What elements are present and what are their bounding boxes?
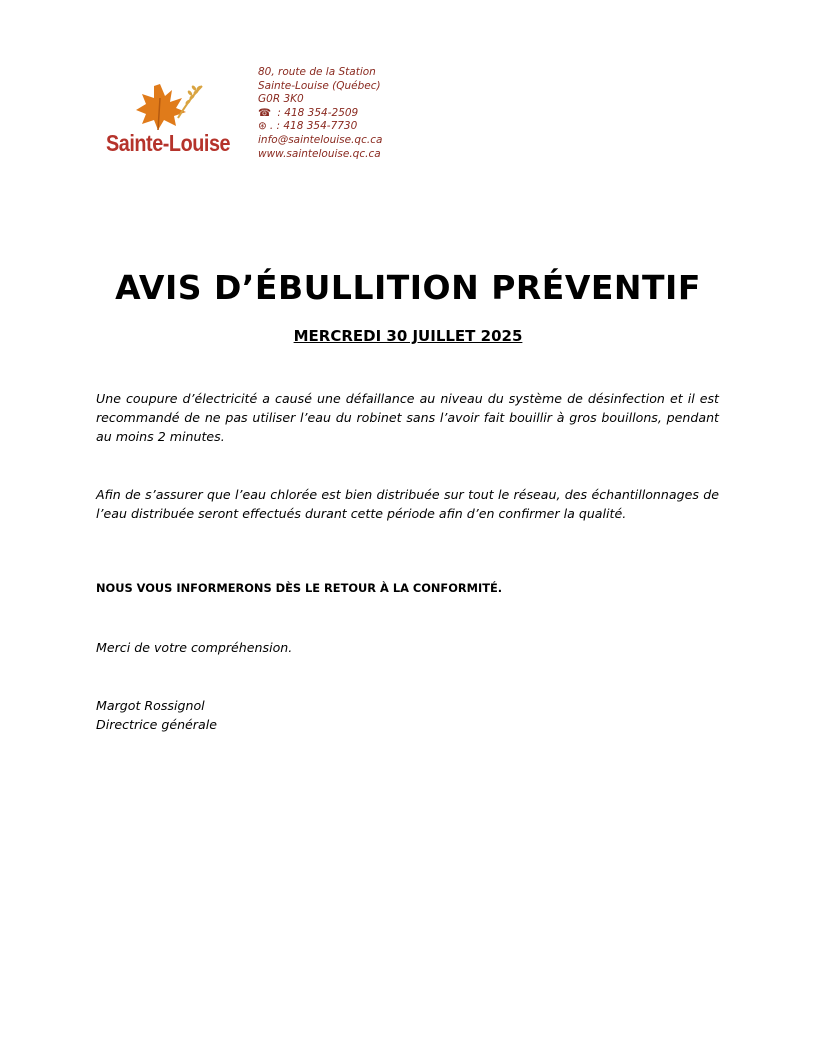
fax-number: . : 418 354-7730 (269, 120, 358, 133)
phone-icon: ☎ (258, 106, 272, 119)
website-link[interactable]: www.saintelouise.qc.ca (258, 147, 381, 160)
email-link[interactable]: info@saintelouise.qc.ca (258, 133, 383, 146)
address-line-2: Sainte-Louise (Québec) (258, 79, 381, 92)
phone-number: : 418 354-2509 (274, 106, 359, 119)
phone-line (258, 107, 382, 121)
signatory-title: Directrice générale (96, 717, 217, 732)
fax-icon: ⊛ (258, 120, 267, 133)
logo-text: Sainte-Louise (106, 130, 231, 156)
maple-leaf-wheat-icon (130, 78, 210, 138)
paragraph-sampling: Afin de s’assurer que l’eau chlorée est bien distribuée sur tout le réseau, des échantillonnages de l’eau distribuée seront effectués durant cette période afin d’en confirmer la qualité. (96, 487, 719, 521)
fax-line (258, 120, 382, 134)
thanks-line: Merci de votre compréhension. (96, 640, 293, 655)
conformity-notice: NOUS VOUS INFORMERONS DÈS LE RETOUR À LA CONFORMITÉ. (96, 581, 503, 595)
notice-title: AVIS D’ÉBULLITION PRÉVENTIF (115, 268, 701, 307)
address-line-1: 80, route de la Station (258, 66, 376, 78)
signature-block (96, 696, 719, 734)
postal-code: G0R 3K0 (258, 93, 304, 106)
municipality-logo (100, 78, 250, 168)
contact-block (258, 66, 382, 161)
paragraph-power-outage: Une coupure d’électricité a causé une défaillance au niveau du système de désinfection et il est recommandé de ne pas utiliser l’eau du robinet sans l’avoir fait bouillir à gros bouillons, pendant au moins 2 minutes. (96, 391, 719, 444)
notice-date: MERCREDI 30 JUILLET 2025 (293, 327, 523, 345)
signatory-name: Margot Rossignol (96, 698, 205, 713)
